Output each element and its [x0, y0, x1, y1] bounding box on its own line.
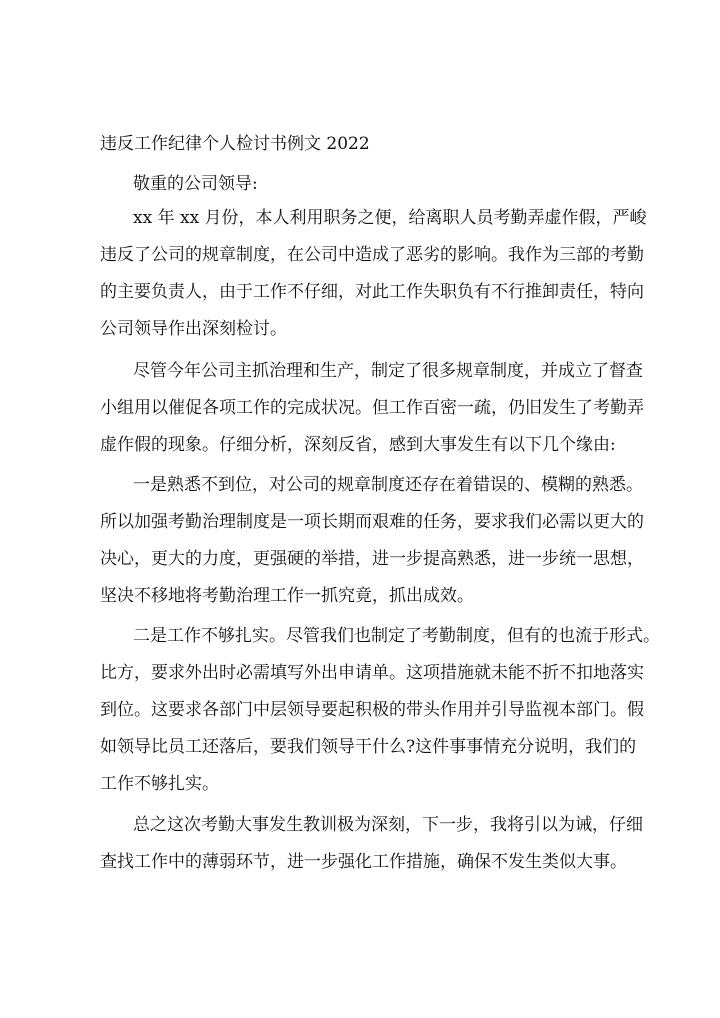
- paragraph-line: 决心，更大的力度，更强硬的举措，进一步提高熟悉，进一步统一思想，: [100, 549, 644, 569]
- paragraph-line: 所以加强考勤治理制度是一项长期而艰难的任务，要求我们必需以更大的: [100, 512, 644, 532]
- paragraph-line: 虚作假的现象。仔细分析，深刻反省，感到大事发生有以下几个缘由:: [100, 435, 616, 455]
- paragraph-line: 工作不够扎实。: [100, 774, 219, 794]
- paragraph-line: 违反了公司的规章制度，在公司中造成了恶劣的影响。我作为三部的考勤: [100, 245, 644, 265]
- paragraph-line: 到位。这要求各部门中层领导要起积极的带头作用并引导监视本部门。假: [100, 700, 644, 720]
- paragraph-line: xx 年 xx 月份，本人利用职务之便，给离职人员考勤弄虚作假，严峻: [133, 208, 647, 228]
- paragraph-line: 如领导比员工还落后，要我们领导干什么?这件事事情充分说明，我们的: [100, 737, 637, 757]
- paragraph-line: 小组用以催促各项工作的完成状况。但工作百密一疏，仍旧发生了考勤弄: [100, 398, 644, 418]
- paragraph-1: [100, 200, 647, 348]
- document-title: 违反工作纪律个人检讨书例文 2022: [100, 134, 370, 154]
- paragraph-line: 查找工作中的薄弱环节，进一步强化工作措施，确保不发生类似大事。: [100, 852, 627, 872]
- paragraph-line: 比方，要求外出时必需填写外出申请单。这项措施就未能不折不扣地落实: [100, 663, 644, 683]
- salutation: 敬重的公司领导:: [133, 174, 258, 194]
- paragraph-line: 总之这次考勤大事发生教训极为深刻，下一步，我将引以为诫，仔细: [133, 815, 643, 835]
- paragraph-4: [100, 618, 660, 803]
- paragraph-3: [100, 467, 644, 615]
- paragraph-line: 坚决不移地将考勤治理工作一抓究竟，抓出成效。: [100, 586, 474, 606]
- paragraph-line: 一是熟悉不到位，对公司的规章制度还存在着错误的、模糊的熟悉。: [133, 475, 643, 495]
- paragraph-line: 尽管今年公司主抓治理和生产，制定了很多规章制度，并成立了督查: [133, 361, 643, 381]
- paragraph-line: 二是工作不够扎实。尽管我们也制定了考勤制度，但有的也流于形式。: [133, 626, 660, 646]
- paragraph-line: 的主要负责人，由于工作不仔细，对此工作失职负有不行推卸责任，特向: [100, 282, 644, 302]
- paragraph-line: 公司领导作出深刻检讨。: [100, 319, 287, 339]
- paragraph-2: [100, 353, 644, 464]
- paragraph-5: [100, 807, 643, 881]
